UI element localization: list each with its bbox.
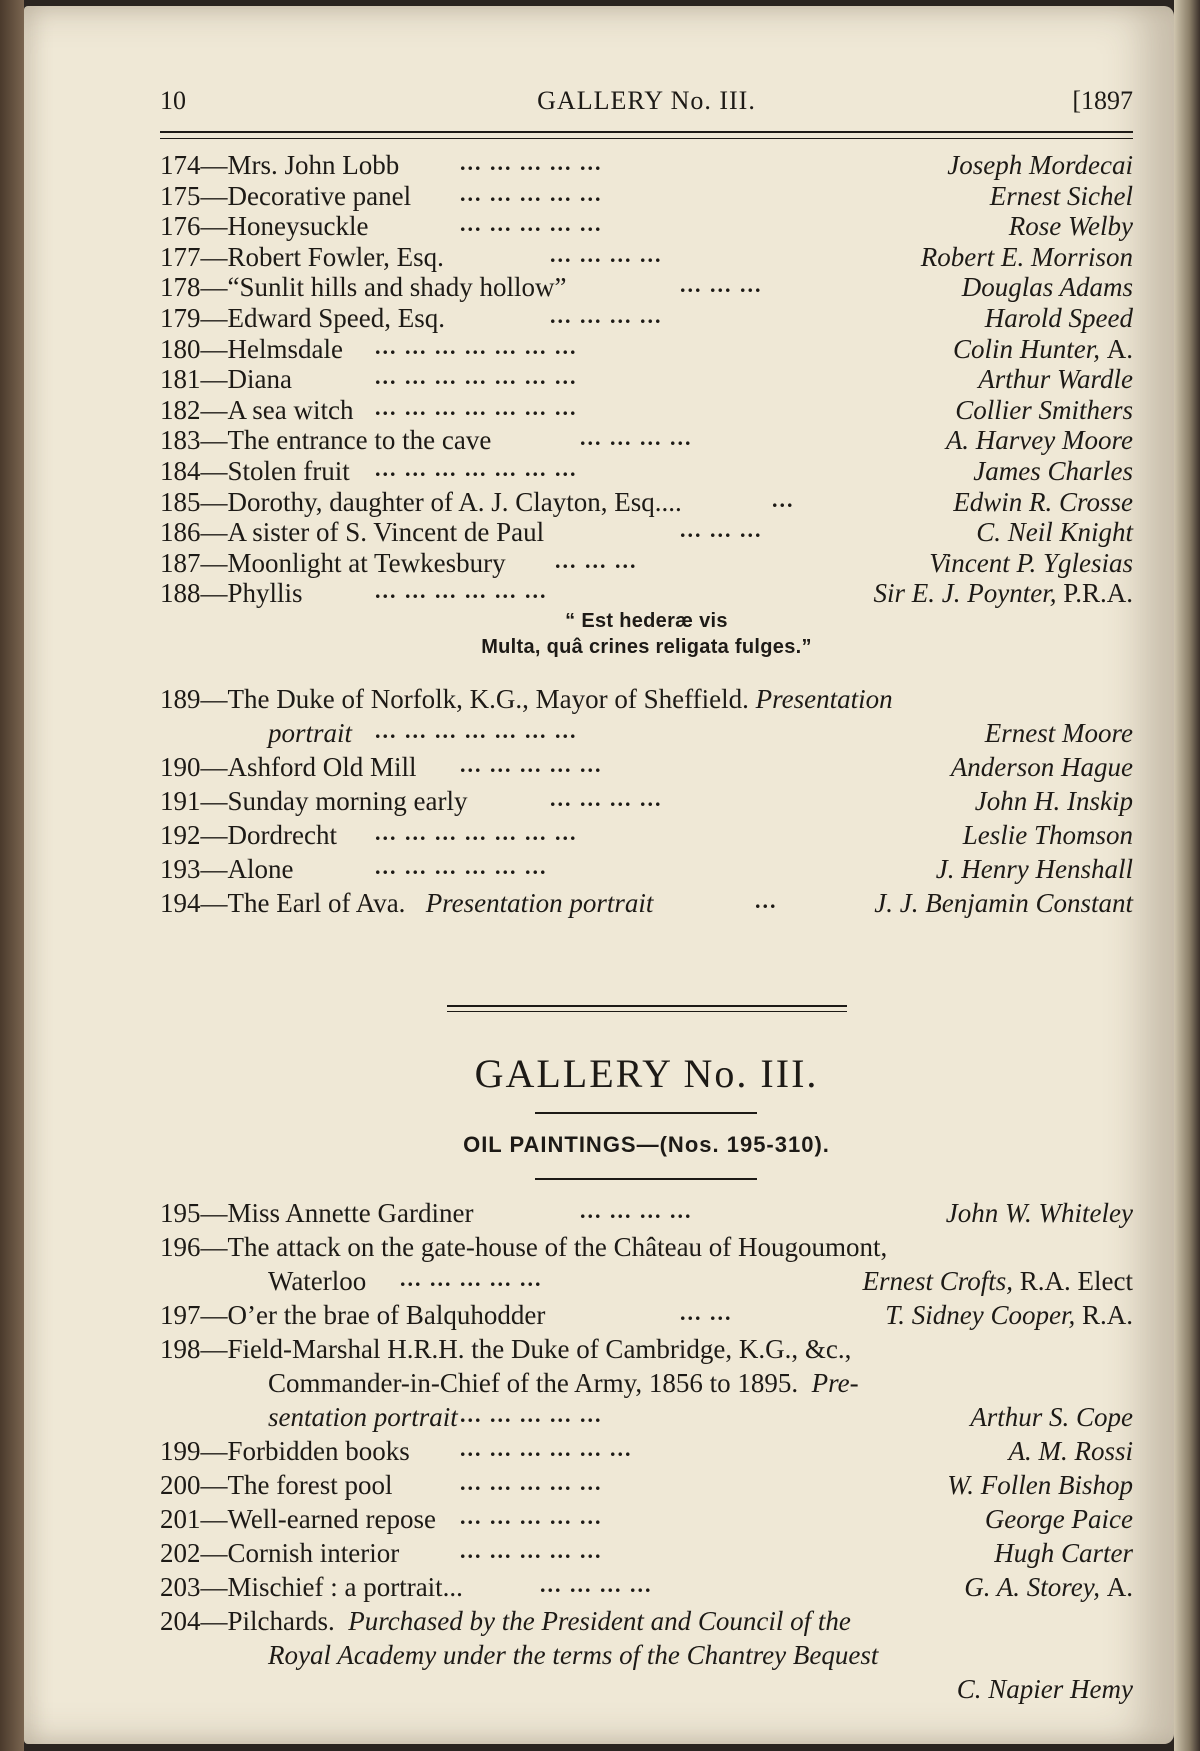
entry-title: 193—Alone xyxy=(160,854,294,884)
entry-title: 185—Dorothy, daughter of A. J. Clayton, Esq.... xyxy=(160,486,682,517)
entry-title-text: 194—The Earl of Ava. xyxy=(160,888,406,918)
entry-title: 175—Decorative panel xyxy=(160,180,412,211)
entry-title: 174—Mrs. John Lobb xyxy=(160,150,400,180)
entry-title: 186—A sister of S. Vincent de Paul xyxy=(160,517,545,548)
entry-title: 180—Helmsdale xyxy=(160,333,343,364)
leader-dots: ... ... ... ... ... ... ... xyxy=(375,820,578,845)
list-item xyxy=(160,546,1133,577)
entry-artist xyxy=(885,1298,1133,1332)
entry-artist: Ernest Sichel xyxy=(989,180,1133,211)
list-item xyxy=(160,393,1133,424)
list-item xyxy=(160,148,1133,179)
leader-dots: ... ... ... ... ... ... xyxy=(375,854,548,879)
list-item xyxy=(160,423,1133,454)
entry-title: 181—Diana xyxy=(160,364,292,395)
entry-title: 202—Cornish interior xyxy=(160,1538,400,1568)
entry-artist: John W. Whiteley xyxy=(945,1198,1133,1228)
page-edge xyxy=(1174,0,1200,1751)
leader-dots: ... ... ... ... ... xyxy=(460,1538,603,1563)
entry-artist: Ernest Moore xyxy=(984,718,1133,748)
leader-dots: ... ... ... ... ... ... ... xyxy=(375,364,578,390)
list-item xyxy=(160,1196,1133,1230)
leader-dots: ... ... ... xyxy=(680,517,763,543)
running-header xyxy=(160,86,1133,126)
entry-title: 203—Mischief : a portrait... xyxy=(160,1572,463,1602)
entry-artist: Douglas Adams xyxy=(961,272,1133,303)
entry-artist: Anderson Hague xyxy=(950,752,1133,782)
entry-title: 179—Edward Speed, Esq. xyxy=(160,302,445,333)
entry-title-cont: Waterloo xyxy=(268,1266,367,1296)
leader-dots: ... ... ... ... ... xyxy=(460,180,603,206)
page-number: 10 xyxy=(160,86,186,115)
entry-title: 178—“Sunlit hills and shady hollow” xyxy=(160,272,567,303)
leader-dots: ... xyxy=(772,486,795,512)
artist-name: G. A. Storey, xyxy=(964,1572,1100,1602)
leader-dots: ... ... ... ... ... ... xyxy=(460,1436,633,1461)
list-item xyxy=(160,750,1133,784)
list-item xyxy=(160,209,1133,240)
leader-dots: ... ... ... ... xyxy=(550,786,663,811)
leader-dots: ... ... ... xyxy=(680,272,763,298)
leader-dots: ... ... ... ... ... xyxy=(460,150,603,175)
entry-title: 198—Field-Marshal H.R.H. the Duke of Cambridge, K.G., &c., xyxy=(160,1334,852,1364)
leader-dots: ... ... ... ... xyxy=(540,1572,653,1597)
leader-dots: ... ... xyxy=(680,1300,733,1325)
entry-title: 197—O’er the brae of Balquhodder xyxy=(160,1300,546,1330)
entry-title: 201—Well-earned repose xyxy=(160,1504,436,1534)
entry-title-cont xyxy=(160,1366,859,1400)
entry-artist: James Charles xyxy=(973,455,1133,486)
entry-artist xyxy=(874,576,1134,610)
entries-bottom-list xyxy=(160,1196,1133,1706)
artist-name: T. Sidney Cooper, xyxy=(885,1300,1076,1330)
list-item xyxy=(160,682,1133,716)
artist-suffix: A. xyxy=(1106,1572,1133,1602)
leader-dots: ... ... ... ... ... xyxy=(460,1470,603,1495)
entry-title: 191—Sunday morning early xyxy=(160,786,468,816)
list-item xyxy=(160,240,1133,271)
list-item xyxy=(160,1298,1133,1332)
entry-artist: A. Harvey Moore xyxy=(945,425,1133,456)
entry-note: Royal Academy under the terms of the Chantrey Bequest xyxy=(268,1640,879,1670)
quote-line: Multa, quâ crines religata fulges.” xyxy=(481,636,812,658)
list-item xyxy=(160,1332,1133,1366)
list-item xyxy=(160,886,1133,920)
entry-title: 192—Dordrecht xyxy=(160,820,337,850)
leader-dots: ... ... ... ... ... ... ... xyxy=(375,718,578,743)
entries-mid-list xyxy=(160,682,1133,920)
entry-artist: Vincent P. Yglesias xyxy=(929,547,1133,578)
list-item xyxy=(160,852,1133,886)
list-item xyxy=(160,179,1133,210)
leader-dots: ... ... ... ... xyxy=(550,241,663,267)
entry-artist: Harold Speed xyxy=(984,302,1133,333)
page-content xyxy=(160,0,1133,1751)
entry-title: 188—Phyllis xyxy=(160,578,303,609)
artist-suffix: R.A. Elect xyxy=(1019,1266,1133,1296)
leader-dots: ... ... ... ... ... ... xyxy=(375,578,548,604)
list-item xyxy=(160,1570,1133,1604)
leader-dots: ... ... ... ... ... xyxy=(460,1504,603,1529)
entry-title-text: 189—The Duke of Norfolk, K.G., Mayor of Sheffield. xyxy=(160,684,749,714)
entry-artist: Joseph Mordecai xyxy=(947,150,1133,180)
entry-title-text: 204—Pilchards. xyxy=(160,1606,335,1636)
entry-note: Presentation portrait xyxy=(425,888,654,918)
list-item xyxy=(160,1536,1133,1570)
leader-dots: ... ... ... ... xyxy=(580,1198,693,1223)
entry-artist: Hugh Carter xyxy=(994,1538,1133,1568)
quote-line: “ Est hederæ vis xyxy=(565,610,728,632)
leader-dots: ... xyxy=(755,888,778,913)
entry-title-text: Commander-in-Chief of the Army, 1856 to 1895. xyxy=(268,1368,799,1398)
list-item xyxy=(160,301,1133,332)
entry-title-cont: portrait xyxy=(268,718,353,748)
leader-dots: ... ... ... ... ... ... ... xyxy=(375,394,578,420)
leader-dots: ... ... ... ... ... xyxy=(460,1402,603,1427)
list-item xyxy=(160,515,1133,546)
artist-name: Colin Hunter, xyxy=(952,333,1100,364)
header-rule xyxy=(160,131,1133,139)
list-item xyxy=(160,332,1133,363)
leader-dots: ... ... ... ... ... ... ... xyxy=(375,455,578,481)
entry-title: 199—Forbidden books xyxy=(160,1436,410,1466)
entry-artist: John H. Inskip xyxy=(974,786,1133,816)
entry-title: 200—The forest pool xyxy=(160,1470,393,1500)
entry-artist: Robert E. Morrison xyxy=(920,241,1133,272)
entry-title: 176—Honeysuckle xyxy=(160,211,369,242)
entry-title: 184—Stolen fruit xyxy=(160,455,350,486)
list-item xyxy=(160,1638,1133,1672)
section-divider xyxy=(447,1005,847,1012)
entries-top-list xyxy=(160,148,1133,607)
entry-artist: J. J. Benjamin Constant xyxy=(874,888,1133,918)
list-item xyxy=(160,818,1133,852)
list-item xyxy=(160,1400,1133,1434)
leader-dots: ... ... ... ... xyxy=(580,425,693,451)
entry-title: 190—Ashford Old Mill xyxy=(160,752,417,782)
entry-artist: C. Neil Knight xyxy=(976,517,1133,548)
entry-title-cont: sentation portrait xyxy=(268,1402,458,1432)
list-item xyxy=(160,1264,1133,1298)
running-year: [1897 xyxy=(1072,86,1133,115)
entry-artist xyxy=(953,332,1133,366)
leader-dots: ... ... ... xyxy=(555,547,638,573)
list-item xyxy=(160,1434,1133,1468)
entry-title xyxy=(160,886,653,920)
artist-suffix: P.R.A. xyxy=(1063,578,1133,609)
entry-title: 182—A sea witch xyxy=(160,394,354,425)
leader-dots: ... ... ... ... ... ... ... xyxy=(375,333,578,359)
list-item xyxy=(160,270,1133,301)
leader-dots: ... ... ... ... ... xyxy=(460,211,603,237)
entry-artist: Rose Welby xyxy=(1008,211,1133,242)
artist-name: Sir E. J. Poynter, xyxy=(873,578,1057,609)
entry-title: 195—Miss Annette Gardiner xyxy=(160,1198,474,1228)
artist-name: Ernest Crofts, xyxy=(862,1266,1014,1296)
section-subtitle: OIL PAINTINGS—(Nos. 195-310). xyxy=(463,1132,830,1157)
entry-artist: Edwin R. Crosse xyxy=(953,486,1133,517)
list-item xyxy=(160,784,1133,818)
artist-suffix: A. xyxy=(1106,333,1133,364)
entry-title: 196—The attack on the gate-house of the Château of Hougoumont, xyxy=(160,1232,888,1262)
entry-artist: George Paice xyxy=(984,1504,1133,1534)
list-item xyxy=(160,716,1133,750)
book-gutter xyxy=(0,0,24,1751)
entry-note: Presentation xyxy=(755,684,893,714)
entry-artist: Arthur Wardle xyxy=(978,364,1133,395)
list-item xyxy=(160,1672,1133,1706)
list-item xyxy=(160,1502,1133,1536)
list-item xyxy=(160,454,1133,485)
section-title: GALLERY No. III. xyxy=(474,1051,819,1096)
leader-dots: ... ... ... ... ... xyxy=(460,752,603,777)
entry-artist: Leslie Thomson xyxy=(962,820,1133,850)
latin-quote xyxy=(160,608,1133,660)
running-title: GALLERY No. III. xyxy=(537,86,756,115)
entry-artist: Arthur S. Cope xyxy=(970,1402,1133,1432)
title-rule xyxy=(535,1112,757,1114)
list-item xyxy=(160,362,1133,393)
entry-artist: W. Follen Bishop xyxy=(947,1470,1133,1500)
entry-artist xyxy=(862,1264,1133,1298)
list-item xyxy=(160,1230,1133,1264)
list-item xyxy=(160,485,1133,516)
entry-title: 177—Robert Fowler, Esq. xyxy=(160,241,444,272)
entry-title xyxy=(160,1604,851,1638)
entry-artist: C. Napier Hemy xyxy=(956,1674,1133,1704)
list-item xyxy=(160,1468,1133,1502)
entry-artist: Collier Smithers xyxy=(955,394,1133,425)
list-item xyxy=(160,1366,1133,1400)
entry-artist: A. M. Rossi xyxy=(1008,1436,1133,1466)
entry-artist xyxy=(964,1570,1133,1604)
entry-note: Pre- xyxy=(811,1368,859,1398)
entry-note: Purchased by the President and Council of the xyxy=(348,1606,851,1636)
entry-title: 187—Moonlight at Tewkesbury xyxy=(160,547,506,578)
entry-title xyxy=(160,682,893,716)
leader-dots: ... ... ... ... xyxy=(550,302,663,328)
leader-dots: ... ... ... ... ... xyxy=(400,1266,543,1291)
list-item xyxy=(160,1604,1133,1638)
artist-suffix: R.A. xyxy=(1081,1300,1133,1330)
entry-title: 183—The entrance to the cave xyxy=(160,425,492,456)
entry-artist: J. Henry Henshall xyxy=(935,854,1133,884)
subtitle-rule xyxy=(535,1178,757,1180)
list-item xyxy=(160,576,1133,607)
